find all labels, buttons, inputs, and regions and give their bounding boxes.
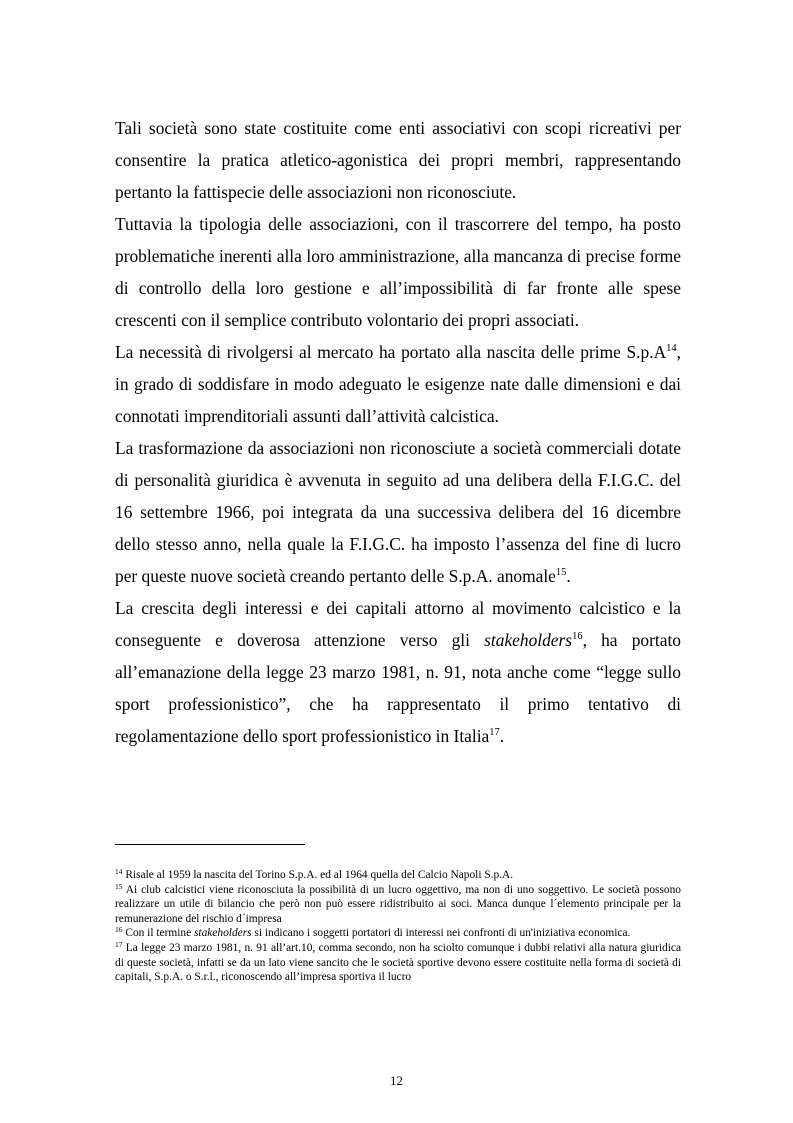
text-run: Con il termine — [122, 927, 194, 940]
footnote-ref: 14 — [666, 343, 677, 354]
text-run: , ha portato all’emanazione della legge 23 marzo 1981, n. 91, nota anche come “legge sullo sport professionistico”, che ha rappresentato il primo tentativo di regolamentazione dello sport professionistico in Italia — [115, 630, 681, 746]
text-run: Risale al 1959 la nascita del Torino S.p.A. ed al 1964 quella del Calcio Napoli S.p.A. — [122, 869, 514, 881]
text-run: . — [566, 566, 571, 586]
paragraph — [115, 112, 681, 208]
text-run: si indicano i soggetti portatori di interessi nei confronti di un'iniziativa economica. — [251, 927, 631, 940]
footnotes — [115, 868, 681, 985]
text-run: Ai club calcistici viene riconosciuta la possibilità di un lucro oggettivo, ma non di uno soggettivo. Le società possono realizzare un utile di bilancio che però non può essere ridistribuito ai soci. Manca dunque l´elemento principale per la remunerazione del rischio d´impresa — [115, 883, 681, 925]
text-run: La legge 23 marzo 1981, n. 91 all’art.10, comma secondo, non ha sciolto comunque i dubbi relativi alla natura giuridica di queste società, infatti se da un lato viene sancito che le società sportive devono essere costituite nella forma di società di capitali, S.p.A. o S.r.l., riconoscendo all’impresa sportiva il lucro — [115, 941, 681, 984]
paragraph — [115, 336, 681, 432]
text-run: Tuttavia la tipologia delle associazioni, con il trascorrere del tempo, ha posto problematiche inerenti alla loro amministrazione, alla mancanza di precise forme di controllo della loro gestione e all’impossibilità di far fronte alle spese crescenti con il semplice contributo volontario dei propri associati. — [115, 214, 681, 330]
text-run: Tali società sono state costituite come enti associativi con scopi ricreativi per consentire la pratica atletico-agonistica dei propri membri, rappresentando pertanto la fattispecie delle associazioni non riconosciute. — [115, 118, 681, 202]
paragraph — [115, 432, 681, 592]
footnote-separator — [115, 844, 305, 845]
text-run: , in grado di soddisfare in modo adeguato le esigenze nate dalle dimensioni e dai connotati imprenditoriali assunti dall’attività calcistica. — [115, 342, 681, 426]
text-run: La trasformazione da associazioni non riconosciute a società commerciali dotate di personalità giuridica è avvenuta in seguito ad una delibera della F.I.G.C. del 16 settembre 1966, poi integrata da una successiva delibera del 16 dicembre dello stesso anno, nella quale la F.I.G.C. ha imposto l’assenza del fine di lucro per queste nuove società creando pertanto delle S.p.A. anomale — [115, 438, 681, 586]
italic-text: stakeholders — [484, 630, 573, 650]
footnote — [115, 868, 681, 883]
text-run: La crescita degli interessi e dei capitali attorno al movimento calcistico e la conseguente e doverosa attenzione verso gli — [115, 598, 681, 650]
footnote-ref: 16 — [572, 631, 583, 642]
footnote-ref: 16 — [115, 925, 123, 935]
body-text — [115, 112, 681, 752]
footnote-ref: 14 — [115, 867, 123, 876]
italic-text: stakeholders — [194, 927, 252, 940]
footnote — [115, 926, 681, 941]
footnote — [115, 941, 681, 985]
footnote-ref: 15 — [555, 567, 567, 578]
paragraph — [115, 592, 681, 752]
text-run: . — [499, 726, 505, 746]
footnote-ref: 17 — [489, 727, 500, 738]
footnote — [115, 883, 681, 927]
paragraph — [115, 208, 681, 336]
footnote-ref: 15 — [115, 881, 123, 891]
footnote-ref: 17 — [115, 939, 123, 949]
text-run: La necessità di rivolgersi al mercato ha portato alla nascita delle prime S.p.A — [115, 342, 667, 362]
page-number: 12 — [390, 1073, 403, 1088]
